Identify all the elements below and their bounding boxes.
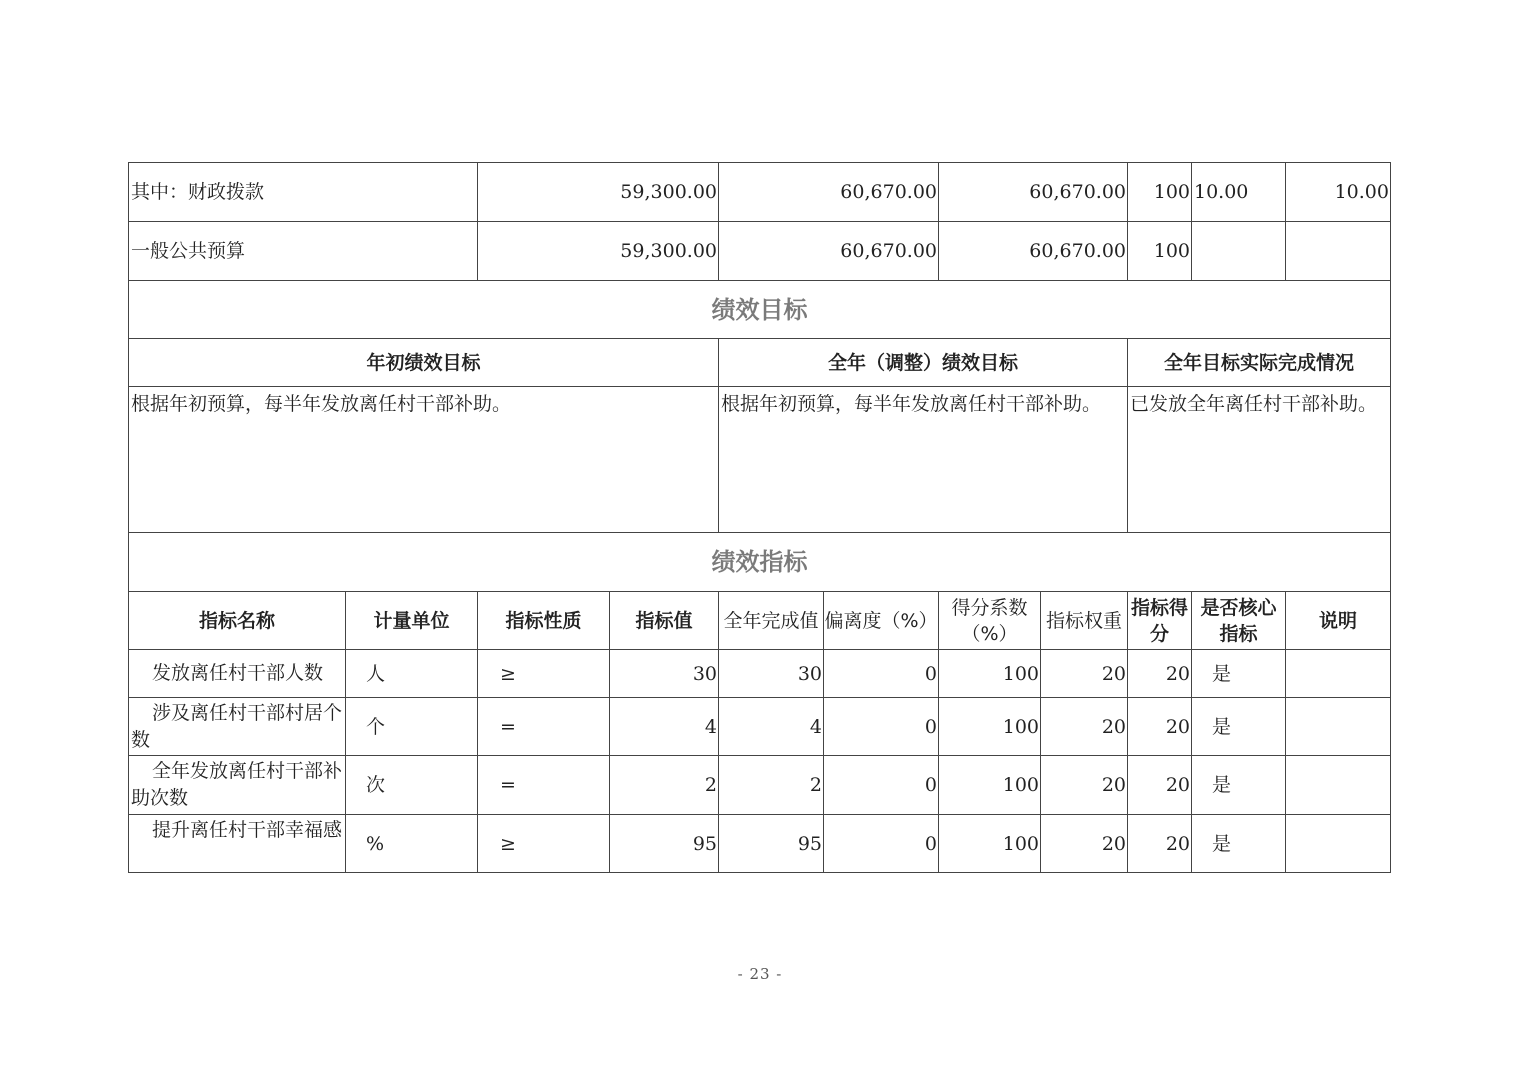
funding-value: 59,300.00 <box>477 221 719 281</box>
goal-text-adjusted: 根据年初预算，每半年发放离任村干部补助。 <box>718 386 1128 533</box>
indicator-weight: 20 <box>1040 755 1128 815</box>
indicator-target: 2 <box>609 755 719 815</box>
indicator-header: 说明 <box>1285 591 1391 650</box>
indicator-nature: ≥ <box>477 814 610 873</box>
goal-text-actual: 已发放全年离任村干部补助。 <box>1127 386 1391 533</box>
indicator-deviation: 0 <box>823 697 939 756</box>
indicator-note <box>1285 814 1391 873</box>
indicator-header: 偏离度（%） <box>823 591 939 650</box>
indicator-name: 全年发放离任村干部补助次数 <box>128 755 346 815</box>
indicator-actual: 2 <box>718 755 824 815</box>
funding-value <box>1285 221 1391 281</box>
funding-value: 60,670.00 <box>938 162 1128 222</box>
indicator-coefficient: 100 <box>938 814 1041 873</box>
indicator-deviation: 0 <box>823 814 939 873</box>
indicator-score: 20 <box>1127 649 1192 698</box>
funding-label: 一般公共预算 <box>128 221 478 281</box>
indicator-name: 提升离任村干部幸福感 <box>128 814 346 873</box>
indicator-note <box>1285 649 1391 698</box>
indicator-score: 20 <box>1127 814 1192 873</box>
goal-header-actual: 全年目标实际完成情况 <box>1127 338 1391 387</box>
indicator-note <box>1285 697 1391 756</box>
indicator-unit: 人 <box>345 649 478 698</box>
funding-value: 100 <box>1127 221 1192 281</box>
funding-value: 10.00 <box>1191 162 1286 222</box>
funding-value: 59,300.00 <box>477 162 719 222</box>
goal-header-adjusted: 全年（调整）绩效目标 <box>718 338 1128 387</box>
indicator-core: 是 <box>1191 814 1286 873</box>
indicator-weight: 20 <box>1040 814 1128 873</box>
indicator-target: 95 <box>609 814 719 873</box>
indicator-core: 是 <box>1191 697 1286 756</box>
indicator-weight: 20 <box>1040 697 1128 756</box>
funding-value: 10.00 <box>1285 162 1391 222</box>
funding-label: 其中：财政拨款 <box>128 162 478 222</box>
funding-value: 60,670.00 <box>718 221 939 281</box>
funding-value: 60,670.00 <box>718 162 939 222</box>
indicator-unit: 次 <box>345 755 478 815</box>
page-number: - 23 - <box>737 965 783 983</box>
indicator-header: 指标得分 <box>1127 591 1192 650</box>
indicator-coefficient: 100 <box>938 755 1041 815</box>
indicator-actual: 30 <box>718 649 824 698</box>
funding-value <box>1191 221 1286 281</box>
indicator-score: 20 <box>1127 755 1192 815</box>
goals-section-title: 绩效目标 <box>128 280 1391 339</box>
indicator-header: 是否核心指标 <box>1191 591 1286 650</box>
indicator-coefficient: 100 <box>938 649 1041 698</box>
indicator-header: 指标权重 <box>1040 591 1128 650</box>
indicator-deviation: 0 <box>823 755 939 815</box>
indicator-deviation: 0 <box>823 649 939 698</box>
indicator-header: 指标值 <box>609 591 719 650</box>
indicator-nature: = <box>477 755 610 815</box>
performance-table <box>128 162 1391 873</box>
indicator-nature: = <box>477 697 610 756</box>
indicator-score: 20 <box>1127 697 1192 756</box>
indicators-section-title: 绩效指标 <box>128 532 1391 592</box>
indicator-core: 是 <box>1191 755 1286 815</box>
indicator-target: 30 <box>609 649 719 698</box>
indicator-header: 计量单位 <box>345 591 478 650</box>
goal-text-initial: 根据年初预算，每半年发放离任村干部补助。 <box>128 386 719 533</box>
indicator-header: 指标性质 <box>477 591 610 650</box>
indicator-header: 全年完成值 <box>718 591 824 650</box>
indicator-name: 发放离任村干部人数 <box>128 649 346 698</box>
indicator-actual: 95 <box>718 814 824 873</box>
indicator-header: 得分系数（%） <box>938 591 1041 650</box>
indicator-name: 涉及离任村干部村居个数 <box>128 697 346 756</box>
indicator-coefficient: 100 <box>938 697 1041 756</box>
funding-value: 100 <box>1127 162 1192 222</box>
indicator-header: 指标名称 <box>128 591 346 650</box>
funding-value: 60,670.00 <box>938 221 1128 281</box>
indicator-core: 是 <box>1191 649 1286 698</box>
goal-header-initial: 年初绩效目标 <box>128 338 719 387</box>
indicator-unit: 个 <box>345 697 478 756</box>
indicator-note <box>1285 755 1391 815</box>
indicator-weight: 20 <box>1040 649 1128 698</box>
indicator-unit: % <box>345 814 478 873</box>
indicator-target: 4 <box>609 697 719 756</box>
indicator-actual: 4 <box>718 697 824 756</box>
indicator-nature: ≥ <box>477 649 610 698</box>
